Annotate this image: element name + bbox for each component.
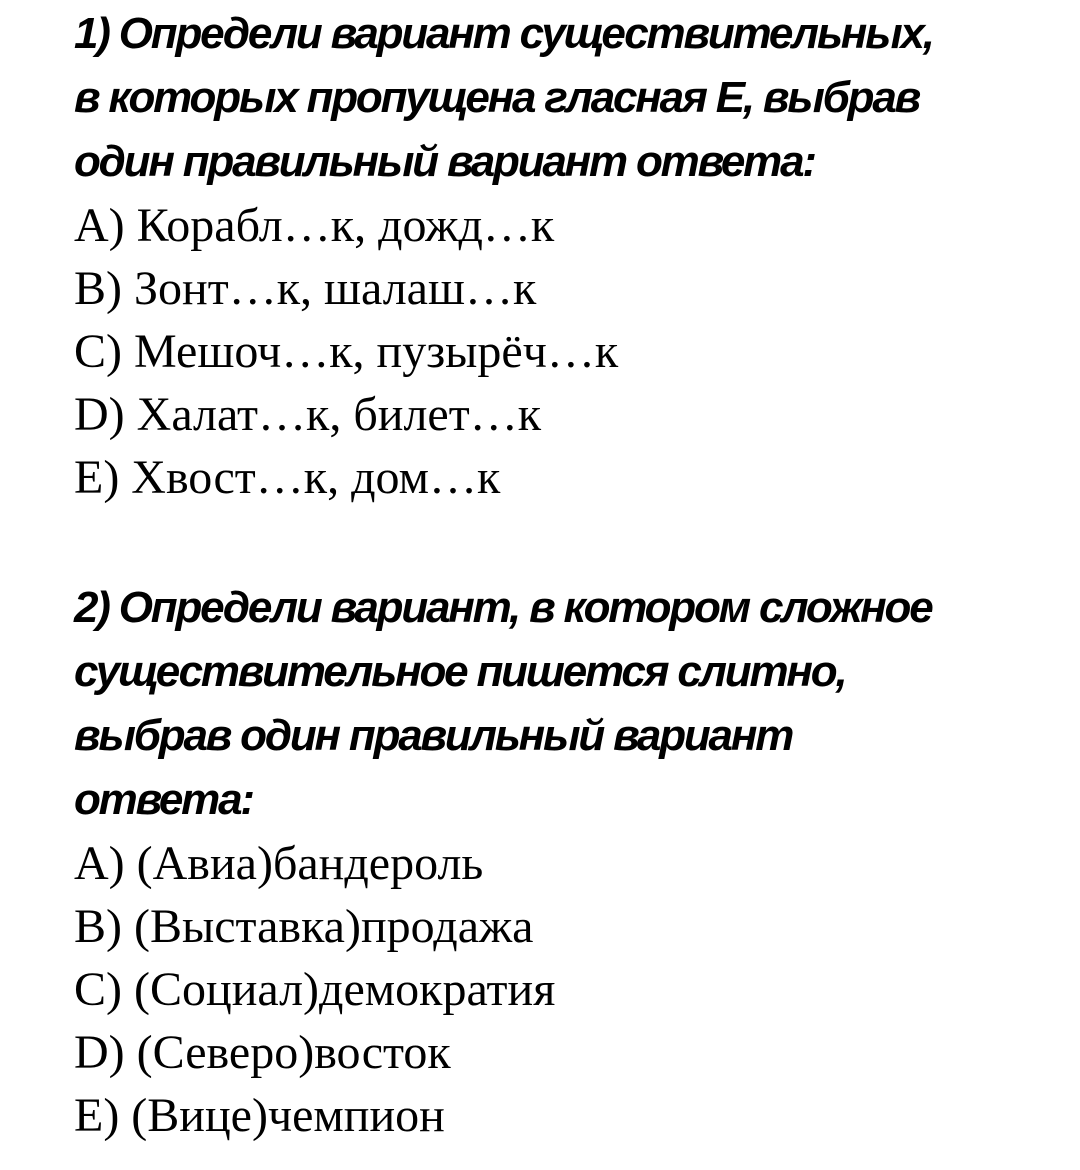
question-2 <box>74 576 931 1147</box>
answer-option-e: Е) (Вице)чемпион <box>74 1089 445 1142</box>
question-2-title <box>74 576 931 832</box>
question-1-title <box>74 2 933 194</box>
question-1-options <box>74 194 933 509</box>
question-1 <box>74 2 933 509</box>
question-title-line: 1) Определи вариант существительных, <box>74 9 933 58</box>
answer-option-e: Е) Хвост…к, дом…к <box>74 451 501 504</box>
answer-option-d: D) (Северо)восток <box>74 1026 451 1079</box>
question-title-line: в которых пропущена гласная Е, выбрав <box>74 73 920 122</box>
answer-option-c: С) (Социал)демократия <box>74 963 556 1016</box>
question-title-line: существительное пишется слитно, <box>74 647 846 696</box>
answer-option-a: А) (Авиа)бандероль <box>74 837 484 890</box>
answer-option-b: В) Зонт…к, шалаш…к <box>74 262 537 315</box>
question-title-line: 2) Определи вариант, в котором сложное <box>74 583 932 632</box>
answer-option-d: D) Халат…к, билет…к <box>74 388 542 441</box>
question-title-line: один правильный вариант ответа: <box>74 137 815 186</box>
question-2-options <box>74 832 931 1147</box>
answer-option-c: С) Мешоч…к, пузырёч…к <box>74 325 619 378</box>
question-title-line: выбрав один правильный вариант <box>74 711 793 760</box>
answer-option-a: А) Корабл…к, дожд…к <box>74 199 555 252</box>
question-title-line: ответа: <box>74 775 253 824</box>
answer-option-b: В) (Выставка)продажа <box>74 900 534 953</box>
